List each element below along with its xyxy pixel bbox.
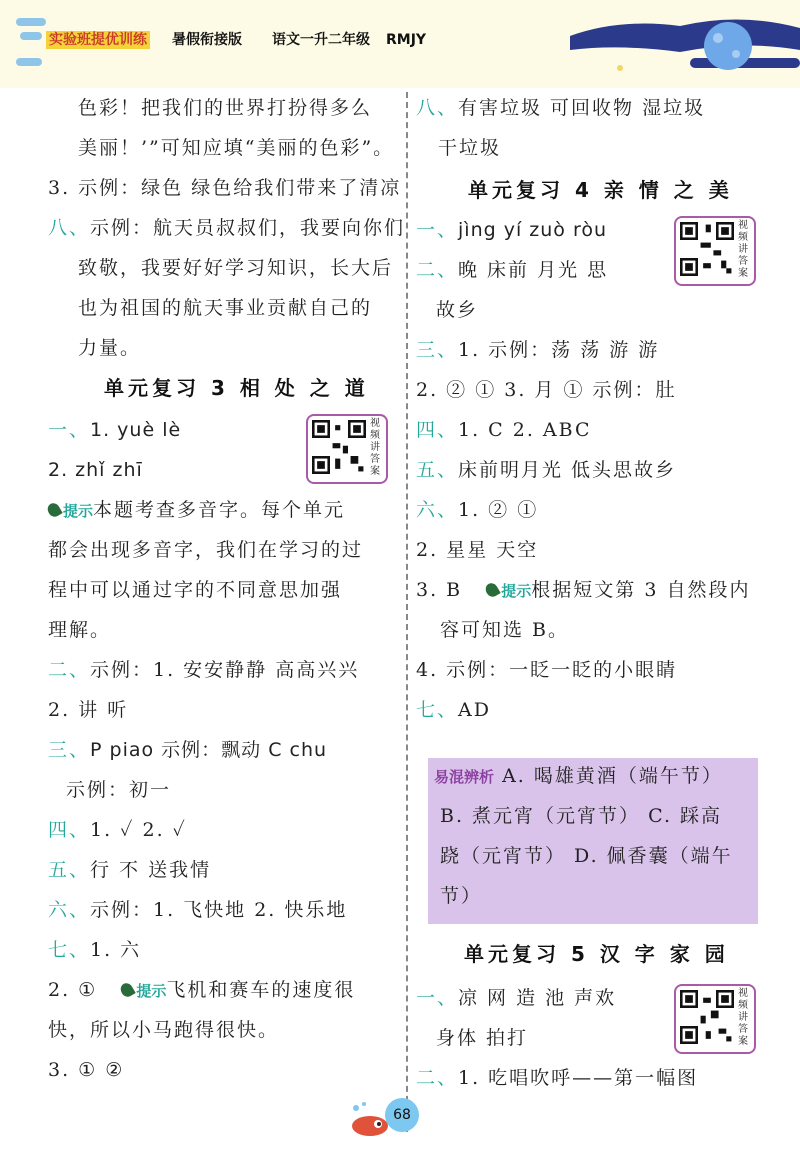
- answer-text: 1. ② ①: [458, 499, 539, 521]
- answer-line: 致敬，我要好好学习知识，长大后: [78, 257, 394, 279]
- qr-label: 视频讲答案: [738, 988, 748, 1047]
- tip-line: 理解。: [48, 619, 112, 641]
- answer-line: 示例：初一: [66, 779, 172, 801]
- answer-line: 3. 示例：绿色 绿色给我们带来了清凉: [48, 177, 402, 199]
- answer-text: 1. 示例：荡 荡 游 游: [458, 339, 660, 361]
- item-number: 一、: [416, 219, 459, 241]
- note-line: 节）: [440, 885, 483, 907]
- section-title: 单元复习 4 亲 情 之 美: [468, 178, 733, 202]
- column-divider: [406, 92, 408, 1132]
- answer-line: [416, 496, 538, 524]
- item-number: 三、: [48, 739, 91, 761]
- item-number: 四、: [48, 819, 91, 841]
- answer-line: 力量。: [78, 337, 142, 359]
- item-number: 六、: [416, 499, 459, 521]
- answer-text: 床前明月光 低头思故乡: [458, 459, 677, 481]
- answer-line: [416, 216, 607, 244]
- tip-label: 提示: [48, 502, 93, 520]
- answer-text: 1. yuè lè: [90, 419, 182, 441]
- answer-text: P piao 示例：飘动 C chu: [90, 739, 328, 761]
- tip-line: [48, 496, 345, 525]
- answer-text: 有害垃圾 可回收物 湿垃圾: [458, 97, 706, 119]
- tip-line: 快，所以小马跑得很快。: [48, 1019, 280, 1041]
- book-brand: 实验班提优训练: [46, 31, 150, 49]
- answer-line: 故乡: [436, 299, 479, 321]
- video-qr-code[interactable]: [306, 414, 388, 484]
- answer-line: [48, 936, 141, 964]
- answer-text: jìng yí zuò ròu: [458, 219, 608, 241]
- item-number: 二、: [416, 1067, 459, 1089]
- item-number: 八、: [416, 97, 459, 119]
- section-title: 单元复习 5 汉 字 家 园: [464, 942, 729, 966]
- answer-line: 身体 拍打: [436, 1027, 529, 1049]
- item-number: 七、: [416, 699, 459, 721]
- qr-label: 视频讲答案: [370, 418, 380, 477]
- book-subject: 语文一升二年级: [272, 32, 370, 48]
- answer-text: 1. C 2. ABC: [458, 419, 592, 441]
- answer-line: [416, 984, 616, 1012]
- answer-line: [416, 1064, 698, 1092]
- item-number: 五、: [416, 459, 459, 481]
- answer-line: [48, 736, 327, 764]
- answer-text: 凉 网 造 池 声欢: [458, 987, 617, 1009]
- tip-line: 程中可以通过字的不同意思加强: [48, 579, 343, 601]
- answer-line: 2. ② ① 3. 月 ① 示例：肚: [416, 379, 677, 401]
- answer-line: [48, 816, 187, 844]
- leaf-icon: [119, 981, 136, 999]
- item-number: 三、: [416, 339, 459, 361]
- answer-line: 2. 星星 天空: [416, 539, 539, 561]
- item-number: 八、: [48, 217, 91, 239]
- note-text: A. 喝雄黄酒（端午节）: [502, 765, 723, 787]
- qr-code-icon: [312, 420, 366, 474]
- item-number: 四、: [416, 419, 459, 441]
- tip-label: 提示: [121, 982, 166, 1000]
- answer-line: [416, 456, 676, 484]
- answer-text: 示例：1. 飞快地 2. 快乐地: [90, 899, 348, 921]
- tip-text: 根据短文第 3 自然段内: [531, 579, 751, 601]
- tip-text: 飞机和赛车的速度很: [166, 979, 356, 1001]
- page-header: [0, 0, 800, 88]
- section-title: 单元复习 3 相 处 之 道: [104, 376, 369, 400]
- answer-line: [48, 416, 181, 444]
- answer-line: 美丽！’”可知应填“美丽的色彩”。: [78, 137, 395, 159]
- answer-line: 色彩！把我们的世界打扮得多么: [78, 97, 373, 119]
- tip-line: 容可知选 B。: [440, 619, 570, 641]
- answer-line: 3. ① ②: [48, 1059, 125, 1081]
- leaf-icon: [484, 581, 501, 599]
- answer-text: AD: [458, 699, 491, 721]
- tip-line: 都会出现多音字，我们在学习的过: [48, 539, 364, 561]
- answer-line: 2. 讲 听: [48, 699, 129, 721]
- answer-text: 1. 吃唱吹呼——第一幅图: [458, 1067, 699, 1089]
- item-number: 一、: [416, 987, 459, 1009]
- answer-line: [416, 416, 592, 444]
- qr-code-icon: [680, 990, 734, 1044]
- answer-line: [416, 336, 659, 364]
- answer-line: 2. zhǐ zhī: [48, 459, 143, 481]
- note-line: [434, 762, 723, 791]
- book-code: RMJY: [386, 32, 427, 48]
- night-sky-illustration: [560, 6, 800, 86]
- item-number: 六、: [48, 899, 91, 921]
- note-line: B. 煮元宵（元宵节） C. 踩高: [440, 805, 723, 827]
- book-edition: 暑假衔接版: [172, 32, 242, 48]
- answer-line: [48, 896, 347, 924]
- answer-line: [416, 94, 705, 122]
- item-number: 二、: [48, 659, 91, 681]
- answer-text: 3. B: [416, 579, 463, 601]
- tip-label: 提示: [486, 582, 531, 600]
- note-label: 易混辨析: [434, 768, 495, 786]
- tip-text: 本题考查多音字。每个单元: [93, 499, 346, 521]
- video-qr-code[interactable]: [674, 984, 756, 1054]
- answer-line: [416, 576, 750, 605]
- answer-text: 晚 床前 月光 思: [458, 259, 609, 281]
- item-number: 七、: [48, 939, 91, 961]
- confusion-note-box: [428, 758, 758, 924]
- answer-line: 干垃圾: [438, 137, 502, 159]
- answer-text: 1. 六: [90, 939, 142, 961]
- note-line: 跷（元宵节） D. 佩香囊（端午: [440, 845, 733, 867]
- page-number: 68: [385, 1098, 419, 1132]
- answer-line: [48, 214, 405, 242]
- item-number: 一、: [48, 419, 91, 441]
- answer-line: 4. 示例：一眨一眨的小眼睛: [416, 659, 678, 681]
- video-qr-code[interactable]: [674, 216, 756, 286]
- answer-line: [48, 656, 359, 684]
- answer-line: [416, 256, 608, 284]
- answer-text: 示例：1. 安安静静 高高兴兴: [90, 659, 360, 681]
- answer-text: 1. ✓ 2. ✓: [90, 819, 187, 841]
- answer-text: 2. ①: [48, 979, 98, 1001]
- answer-text: 示例：航天员叔叔们，我要向你们: [90, 217, 406, 239]
- answer-line: [48, 856, 211, 884]
- leaf-icon: [45, 501, 62, 519]
- qr-code-icon: [680, 222, 734, 276]
- item-number: 五、: [48, 859, 91, 881]
- qr-label: 视频讲答案: [738, 220, 748, 279]
- item-number: 二、: [416, 259, 459, 281]
- answer-line: 也为祖国的航天事业贡献自己的: [78, 297, 373, 319]
- answer-line: [416, 696, 491, 724]
- answer-text: 行 不 送我情: [90, 859, 212, 881]
- answer-line: [48, 976, 355, 1005]
